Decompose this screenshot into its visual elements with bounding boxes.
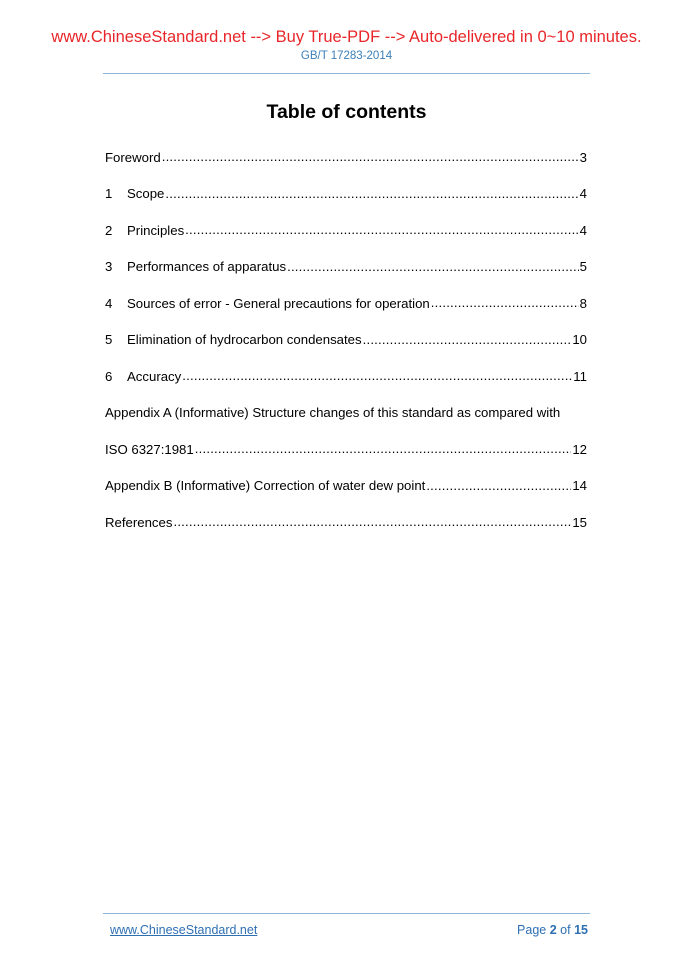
toc-entry-text: Appendix A (Informative) Structure changes of this standard as compared with (105, 405, 561, 421)
footer-divider (103, 913, 590, 914)
toc-entry-scope[interactable] (105, 176, 587, 213)
toc-entry-text: Scope (127, 186, 165, 202)
toc-entry-page: 3 (579, 149, 587, 165)
page-current: 2 (549, 923, 557, 937)
toc-entry-accuracy[interactable] (105, 358, 587, 395)
toc-entry-text: ISO 6327:1981 (105, 441, 194, 457)
header-divider (103, 73, 590, 74)
toc-entry-foreword[interactable] (105, 139, 587, 176)
toc-entry-page: 11 (573, 368, 587, 384)
page-of-label: of (560, 923, 571, 937)
toc-entry-text: Foreword (105, 149, 161, 165)
toc-dot-leader (185, 222, 578, 238)
toc-entry-page: 14 (572, 478, 587, 494)
toc-entry-page: 10 (572, 332, 587, 348)
toc-entry-page: 8 (579, 295, 587, 311)
toc-dot-leader (173, 514, 571, 530)
toc-dot-leader (287, 259, 579, 275)
toc-entry-references[interactable] (105, 504, 587, 541)
toc-entry-text: Performances of apparatus (127, 259, 287, 275)
toc-entry-page: 4 (579, 222, 587, 238)
footer-website-link[interactable]: www.ChineseStandard.net (110, 923, 258, 937)
toc-entry-page: 12 (572, 441, 587, 457)
toc-dot-leader (182, 368, 572, 384)
toc-entry-appendix-b[interactable] (105, 468, 587, 505)
toc-entry-text: Appendix B (Informative) Correction of water dew point (105, 478, 426, 494)
toc-dot-leader (426, 478, 571, 494)
toc-entry-text: Sources of error - General precautions for operation (127, 295, 430, 311)
toc-dot-leader (195, 441, 572, 457)
page-title: Table of contents (266, 101, 427, 123)
toc-entry-number: 2 (105, 222, 113, 238)
toc-entry-number: 3 (105, 259, 113, 275)
toc-entry-text: Elimination of hydrocarbon condensates (127, 332, 362, 348)
toc-dot-leader (162, 149, 579, 165)
toc-entry-number: 5 (105, 332, 113, 348)
document-code: GB/T 17283-2014 (300, 50, 393, 62)
page-label: Page (517, 923, 547, 937)
page-total: 15 (574, 923, 588, 937)
toc-entry-text: Principles (127, 222, 185, 238)
toc-entry-sources-of-error[interactable] (105, 285, 587, 322)
toc-dot-leader (431, 295, 579, 311)
toc-entry-number: 6 (105, 368, 113, 384)
toc-entry-number: 1 (105, 186, 113, 202)
toc-entry-page: 15 (572, 514, 587, 530)
toc-entry-performances[interactable] (105, 249, 587, 286)
toc-entry-number: 4 (105, 295, 113, 311)
table-of-contents (105, 139, 587, 541)
promo-banner[interactable]: www.ChineseStandard.net --> Buy True-PDF --> Auto-delivered in 0~10 minutes. (51, 28, 642, 46)
toc-entry-text: References (105, 514, 173, 530)
toc-dot-leader (165, 186, 578, 202)
page-counter (517, 923, 588, 937)
toc-entry-appendix-a[interactable] (105, 395, 587, 432)
toc-dot-leader (363, 332, 572, 348)
toc-entry-page: 5 (579, 259, 587, 275)
toc-entry-principles[interactable] (105, 212, 587, 249)
toc-entry-appendix-a-continued[interactable] (105, 431, 587, 468)
toc-entry-elimination[interactable] (105, 322, 587, 359)
toc-entry-page: 4 (579, 186, 587, 202)
toc-entry-text: Accuracy (127, 368, 182, 384)
